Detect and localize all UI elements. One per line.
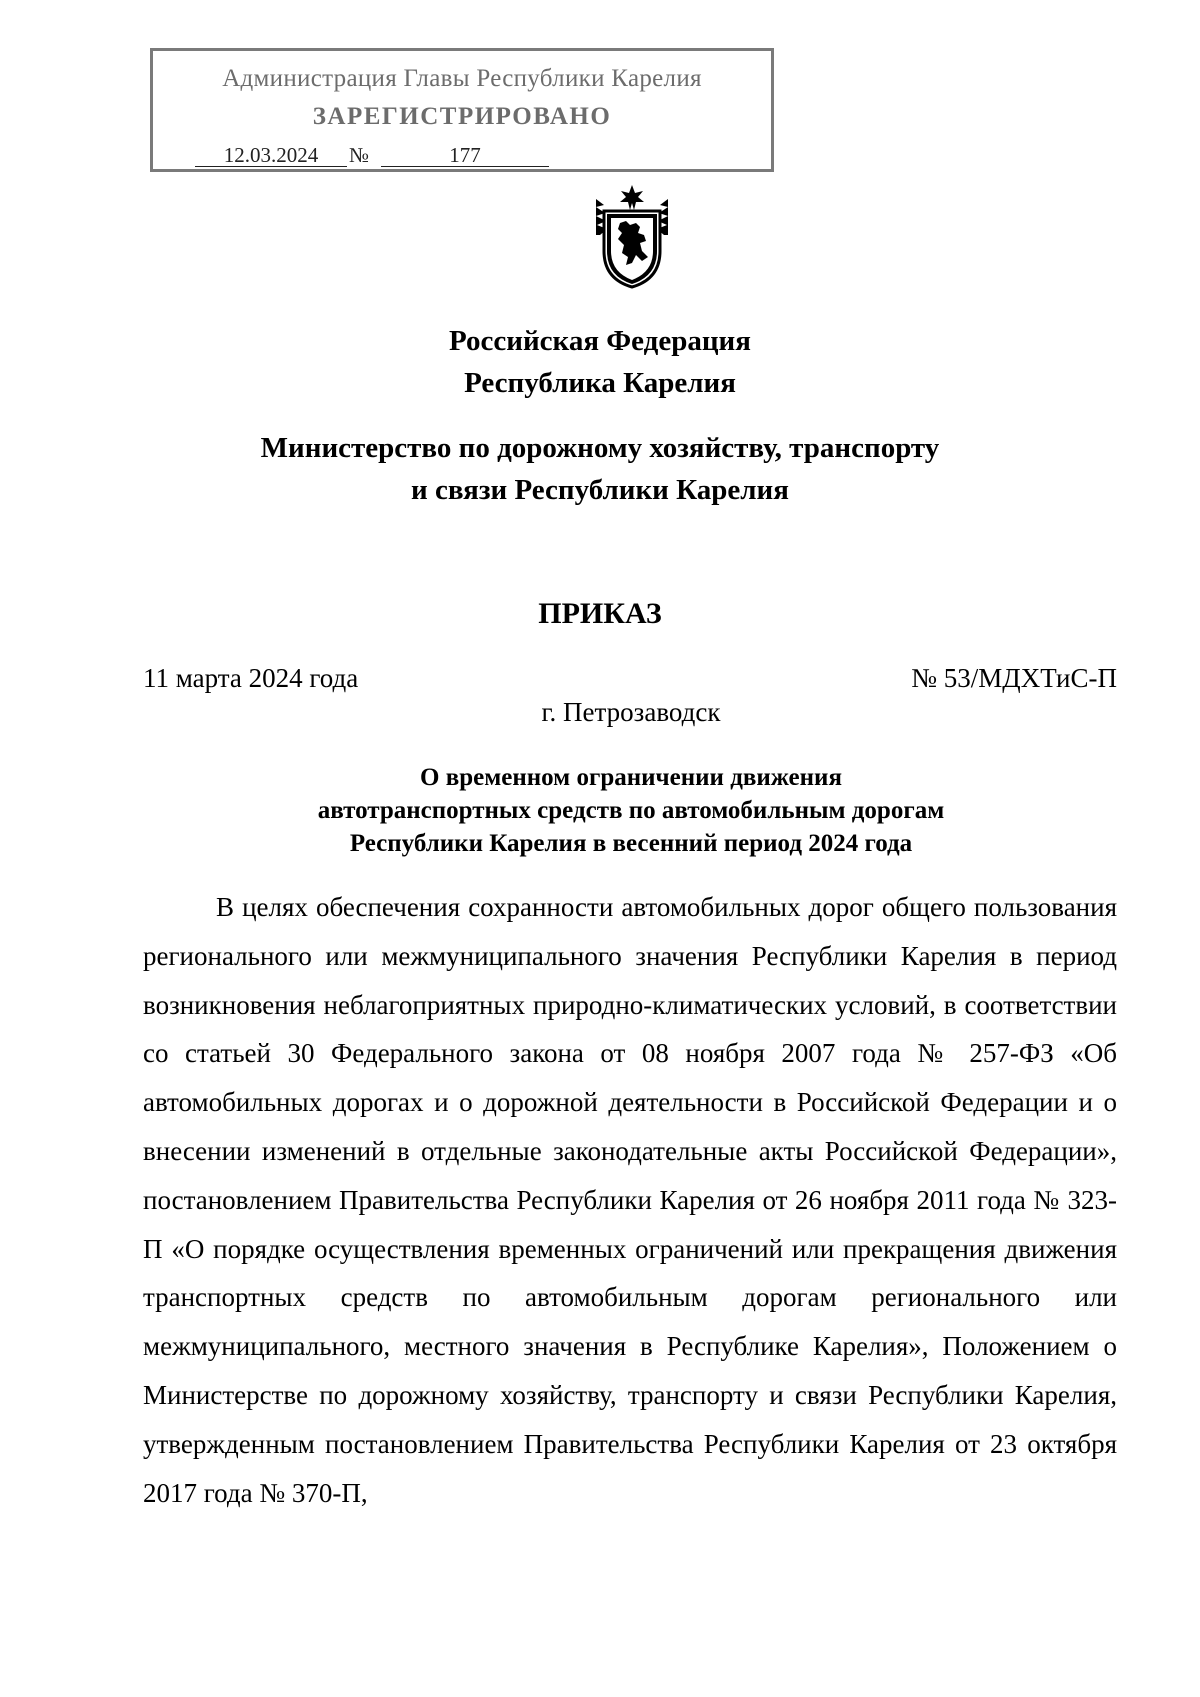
stamp-status: ЗАРЕГИСТРИРОВАНО <box>312 103 612 130</box>
order-subject <box>0 761 1200 860</box>
stamp-authority: Администрация Главы Республики Карелия <box>222 65 702 92</box>
ministry-name <box>0 427 1200 511</box>
subject-line-1: О временном ограничении движения <box>420 764 842 791</box>
country-name: Российская Федерация <box>449 325 751 357</box>
subject-line-2: автотранспортных средств по автомобильным дорогам <box>317 797 945 824</box>
document-title: ПРИКАЗ <box>538 597 662 630</box>
stamp-number-sign: № <box>349 143 370 167</box>
order-number: № 53/МДХТиС-П <box>911 663 1117 693</box>
ministry-line-1: Министерство по дорожному хозяйству, транспорту <box>260 432 940 464</box>
order-city: г. Петрозаводск <box>541 697 721 727</box>
issuer-header <box>0 320 1200 404</box>
stamp-number: 177 <box>381 144 549 167</box>
registration-stamp <box>150 48 774 172</box>
ministry-line-2: и связи Республики Карелия <box>411 474 789 506</box>
stamp-date: 12.03.2024 <box>195 144 347 167</box>
karelia-coat-of-arms-icon <box>590 183 674 289</box>
subject-line-3: Республики Карелия в весенний период 2024 года <box>349 830 913 857</box>
region-name: Республика Карелия <box>464 367 736 399</box>
preamble-paragraph: В целях обеспечения сохранности автомобильных дорог общего пользования регионального или межмуниципального значения Республики Карелия в период возникновения неблагоприятных природно-климатических условий, в соответствии со статьей 30 Федерального закона от 08 ноября 2007 года № 257-ФЗ «Об автомобильных дорогах и о дорожной деятельности в Российской Федерации и о внесении изменений в отдельные законодательные акты Российской Федерации», постановлением Правительства Республики Карелия от 26 ноября 2011 года № 323-П «О порядке осуществления временных ограничений или прекращения движения транспортных средств по автомобильным дорогам регионального или межмуниципального, местного значения в Республике Карелия», Положением о Министерстве по дорожному хозяйству, транспорту и связи Республики Карелия, утвержденным постановлением Правительства Республики Карелия от 23 октября 2017 года № 370-П, <box>143 892 1117 1508</box>
order-date: 11 марта 2024 года <box>143 663 359 693</box>
